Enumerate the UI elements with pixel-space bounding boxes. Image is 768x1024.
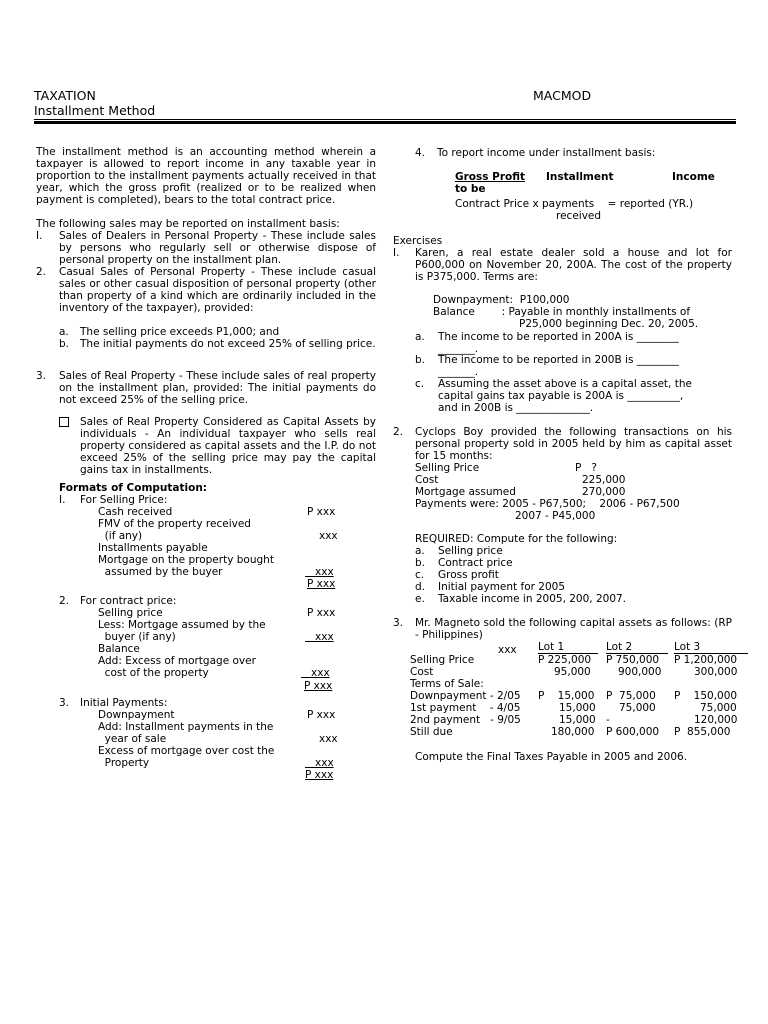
lot-table-cell: 120,000	[694, 714, 738, 726]
lot-table-cell: 900,000	[618, 666, 662, 678]
lot-table-cell: P 1,200,000	[674, 654, 738, 666]
required-item-label: b.	[415, 557, 426, 569]
exercise-2-text: Cyclops Boy provided the following transactions on his personal property sold in 2005 held by him as capital asset for 15 months:	[415, 426, 732, 462]
format-1-row: Mortgage on the property bought	[98, 554, 274, 566]
lot-1-header: Lot 1	[538, 641, 598, 654]
format-3-total: P xxx	[305, 769, 334, 781]
header-rule-thin	[34, 119, 736, 120]
checkbox-icon	[59, 417, 69, 427]
format-3-value: xxx	[315, 757, 334, 769]
exercise-1b-label: b.	[415, 354, 426, 366]
exercise-1b: The income to be reported in 200B is ________	[438, 354, 679, 366]
exercise-1a: The income to be reported in 200A is ________	[438, 331, 679, 343]
lot-table-cell: 300,000	[694, 666, 738, 678]
exercises-heading: Exercises	[393, 235, 443, 247]
format-3-value: xxx	[319, 733, 338, 745]
exercise-1c-line-2: capital gains tax payable is 200A is __________,	[438, 390, 684, 402]
formula-received: received	[556, 210, 602, 222]
format-3-title: Initial Payments:	[80, 697, 168, 709]
exercise-2-payments: Payments were: 2005 - P67,500; 2006 - P67,500	[415, 498, 680, 510]
exercise-3-text: Mr. Magneto sold the following capital assets as follows: (RP - Philippines)	[415, 617, 732, 641]
lot-table-cell: 15,000	[559, 714, 596, 726]
lot-table-label: Downpayment - 2/05	[410, 690, 521, 702]
lot-table-cell: P 600,000	[606, 726, 660, 738]
formula-to-be: to be	[455, 183, 486, 195]
lot-table-cell: 75,000	[619, 702, 656, 714]
required-item-label: d.	[415, 581, 426, 593]
format-1-value: xxx	[319, 530, 338, 542]
condition-b: The initial payments do not exceed 25% of selling price.	[80, 338, 376, 350]
format-2-row: Balance	[98, 643, 140, 655]
sales-real-property: Sales of Real Property - These include sales of real property on the installment plan, provided: The initial payments do not exceed 25% of the selling price.	[59, 370, 376, 406]
format-2-value: xxx	[315, 631, 334, 643]
exercise-3-compute: Compute the Final Taxes Payable in 2005 and 2006.	[415, 751, 688, 763]
required-item-label: e.	[415, 593, 425, 605]
required-item: Contract price	[438, 557, 513, 569]
format-1-value: P xxx	[307, 506, 336, 518]
format-3-number: 3.	[59, 697, 70, 709]
lot-table-label: Terms of Sale:	[410, 678, 484, 690]
header-rule-thick	[34, 121, 736, 124]
format-2-row: Less: Mortgage assumed by the	[98, 619, 266, 631]
format-1-row: FMV of the property received	[98, 518, 251, 530]
exercise-1c-line-1: Assuming the asset above is a capital asset, the	[438, 378, 692, 390]
exercise-1c-label: c.	[415, 378, 425, 390]
lot-table-label: Still due	[410, 726, 453, 738]
format-2-total: P xxx	[304, 680, 333, 692]
lot-3-header: Lot 3	[674, 641, 748, 654]
lot-table-cell: P 225,000	[538, 654, 592, 666]
exercise-1b-blank: _______.	[438, 366, 479, 378]
intro-list-lead: The following sales may be reported on installment basis:	[36, 218, 340, 230]
format-3-row: year of sale	[98, 733, 167, 745]
required-item: Gross profit	[438, 569, 499, 581]
casual-sales-personal-property: Casual Sales of Personal Property - These include casual sales or other casual disposition of personal property (other than property of a kind which are ordinarily included in the inventory of the taxpayer), provided:	[59, 266, 376, 314]
format-2-row: buyer (if any)	[98, 631, 176, 643]
format-1-row: assumed by the buyer	[98, 566, 223, 578]
exercise-1-number: I.	[393, 247, 400, 259]
intro-paragraph: The installment method is an accounting method wherein a taxpayer is allowed to report income in any taxable year in proportion to the installment payments actually received in that year, which the gross profit (realized or to be realized when payment is completed), bears to the total contract price.	[36, 146, 376, 206]
lot-table-cell: P 75,000	[606, 690, 656, 702]
formats-title: Formats of Computation:	[59, 482, 207, 494]
exercise-3-number: 3.	[393, 617, 404, 629]
exercise-1-balance-2: P25,000 beginning Dec. 20, 2005.	[519, 318, 699, 330]
format-2-row: Add: Excess of mortgage over	[98, 655, 256, 667]
lot-table-cell: 75,000	[700, 702, 737, 714]
format-2-value: xxx	[311, 667, 330, 679]
list-number-3: 3.	[36, 370, 47, 382]
list-number-2: 2.	[36, 266, 47, 278]
lot-table-cell: 15,000	[559, 702, 596, 714]
exercise-1c-line-3: and in 200B is ______________.	[438, 402, 594, 414]
format-2-number: 2.	[59, 595, 70, 607]
list-number-1: I.	[36, 230, 43, 242]
format-3-row: Add: Installment payments in the	[98, 721, 274, 733]
lot-table-cell: P 15,000	[538, 690, 595, 702]
format-3-row: Property	[98, 757, 150, 769]
exercise-1a-label: a.	[415, 331, 425, 343]
condition-b-label: b.	[59, 338, 70, 350]
lot-table-cell: 180,000	[551, 726, 595, 738]
item-4-text: To report income under installment basis:	[437, 147, 656, 159]
format-1-title: For Selling Price:	[80, 494, 168, 506]
exercise-2-row-value: 270,000	[582, 486, 626, 498]
lot-2-header: Lot 2	[606, 641, 668, 654]
format-3-value: P xxx	[307, 709, 336, 721]
format-1-row: (if any)	[98, 530, 143, 542]
format-3-row: Downpayment	[98, 709, 175, 721]
format-1-total: P xxx	[307, 578, 336, 590]
lot-table-cell: P 855,000	[674, 726, 731, 738]
required-item: Taxable income in 2005, 200, 2007.	[438, 593, 627, 605]
exercise-2-payments-2: 2007 - P45,000	[515, 510, 596, 522]
header-subtitle: Installment Method	[34, 103, 156, 118]
lot-table-label: 1st payment - 4/05	[410, 702, 521, 714]
exercise-1a-blank: _______.	[438, 343, 479, 355]
lot-table-label: Selling Price	[410, 654, 475, 666]
lot-table-label: 2nd payment - 9/05	[410, 714, 521, 726]
format-2-row: cost of the property	[98, 667, 209, 679]
formula-income: Income	[672, 171, 715, 183]
lot-table-label: Cost	[410, 666, 434, 678]
item-4-number: 4.	[415, 147, 426, 159]
exercise-2-required: REQUIRED: Compute for the following:	[415, 533, 618, 545]
exercise-2-row-value: 225,000	[582, 474, 626, 486]
format-3-row: Excess of mortgage over cost the	[98, 745, 275, 757]
format-1-row: Cash received	[98, 506, 173, 518]
formula-contract-price: Contract Price x payments = reported (YR.)	[455, 198, 694, 210]
format-2-value: P xxx	[307, 607, 336, 619]
exercise-1-downpayment: Downpayment: P100,000	[433, 294, 570, 306]
format-1-value: xxx	[315, 566, 334, 578]
lot-table-cell: P 150,000	[674, 690, 738, 702]
required-item-label: a.	[415, 545, 425, 557]
lot-table-cell: -	[606, 714, 610, 726]
capital-assets-paragraph: Sales of Real Property Considered as Capital Assets by individuals - An individual taxpayer who sells real property considered as capital assets and the I.P. do not exceed 25% of the selling price may pay the capital gains tax in installments.	[80, 416, 376, 476]
format-1-row: Installments payable	[98, 542, 208, 554]
format-2-title: For contract price:	[80, 595, 177, 607]
required-item-label: c.	[415, 569, 425, 581]
exercise-3-xxx: xxx	[498, 644, 517, 656]
exercise-2-row-label: Cost	[415, 474, 439, 486]
exercise-1-text: Karen, a real estate dealer sold a house and lot for P600,000 on November 20, 200A. The cost of the property is P375,000. Terms are:	[415, 247, 732, 283]
required-item: Initial payment for 2005	[438, 581, 565, 593]
formula-installment: Installment	[546, 171, 614, 183]
required-item: Selling price	[438, 545, 503, 557]
exercise-2-row-label: Mortgage assumed	[415, 486, 516, 498]
condition-a: The selling price exceeds P1,000; and	[80, 326, 280, 338]
lot-table-cell: P 750,000	[606, 654, 660, 666]
lot-table-cell: 95,000	[554, 666, 591, 678]
header-left-title: TAXATION	[34, 88, 96, 103]
condition-a-label: a.	[59, 326, 69, 338]
formula-gross-profit: Gross Profit	[455, 171, 526, 183]
format-1-number: I.	[59, 494, 66, 506]
dealers-personal-property: Sales of Dealers in Personal Property - These include sales by persons who regularly sell or otherwise dispose of personal property on the installment plan.	[59, 230, 376, 266]
exercise-1-balance: Balance : Payable in monthly installments of	[433, 306, 691, 318]
exercise-2-row-label: Selling Price	[415, 462, 480, 474]
format-2-row: Selling price	[98, 607, 163, 619]
exercise-2-number: 2.	[393, 426, 404, 438]
exercise-2-row-value: P ?	[575, 462, 597, 474]
header-right-title: MACMOD	[533, 88, 592, 103]
